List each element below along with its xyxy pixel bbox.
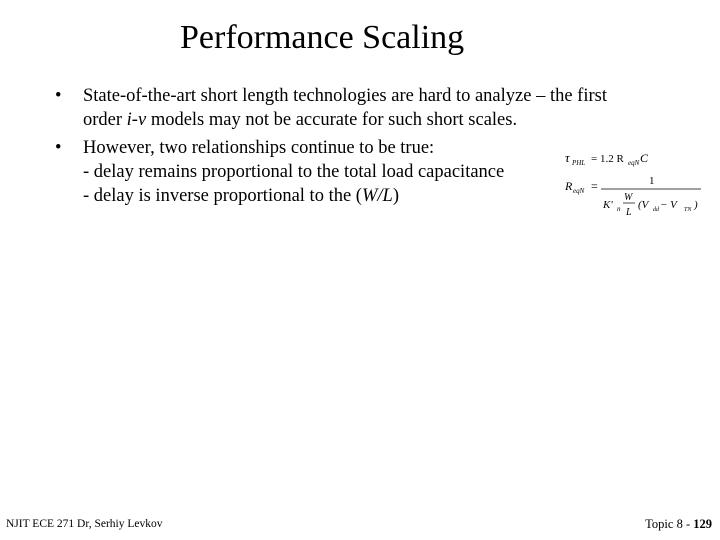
page-number: 129 bbox=[693, 517, 712, 531]
formula-eq1-rhs: = 1.2 R bbox=[591, 153, 624, 165]
formula-eq1-rhs-sub: eqN bbox=[628, 159, 640, 167]
bullet-marker: • bbox=[55, 86, 62, 106]
formula-vdd-sub: dd bbox=[653, 207, 659, 213]
bullet-item bbox=[55, 84, 695, 132]
text-segment: - delay is inverse proportional to the ( bbox=[83, 186, 362, 206]
formula-vtn-sub: TN bbox=[684, 207, 692, 213]
formula-eq2-equals: = bbox=[591, 179, 598, 193]
bullet-marker: • bbox=[55, 138, 62, 158]
italic-term: i-v bbox=[126, 110, 147, 130]
footer-course-info: NJIT ECE 271 Dr, Serhiy Levkov bbox=[6, 518, 163, 530]
footer-topic-label: Topic 8 - bbox=[645, 517, 694, 531]
text-segment: ) bbox=[392, 186, 399, 206]
formula-close-paren: ) bbox=[694, 199, 698, 211]
formula-kn: K' bbox=[603, 199, 613, 211]
delay-formula bbox=[555, 144, 705, 224]
bullet-text-line: - delay remains proportional to the total load capacitance bbox=[83, 162, 505, 182]
bullet-text-line: State-of-the-art short length technologies are hard to analyze – the first bbox=[83, 86, 607, 106]
formula-eq1-c: C bbox=[640, 151, 649, 165]
text-segment: models may not be accurate for such short scales. bbox=[146, 110, 518, 130]
bullet-text-line bbox=[83, 108, 695, 132]
footer-page-info bbox=[645, 517, 712, 532]
formula-tau: τ bbox=[565, 150, 570, 165]
formula-vdd: (V bbox=[638, 199, 649, 211]
formula-r: R bbox=[565, 179, 573, 193]
formula-eq2-numerator: 1 bbox=[649, 175, 655, 187]
formula-kn-sub: n bbox=[617, 205, 621, 213]
formula-w: W bbox=[624, 192, 633, 203]
formula-vtn: − V bbox=[660, 199, 677, 211]
formula-graphic bbox=[555, 144, 705, 224]
slide-title: Performance Scaling bbox=[180, 19, 465, 56]
bullet-text-line: However, two relationships continue to be true: bbox=[83, 138, 435, 158]
text-segment: order bbox=[83, 110, 127, 130]
formula-r-sub: eqN bbox=[573, 187, 585, 195]
formula-l: L bbox=[626, 207, 632, 218]
italic-term: W/L bbox=[361, 186, 393, 206]
formula-tau-sub: PHL bbox=[572, 159, 586, 167]
